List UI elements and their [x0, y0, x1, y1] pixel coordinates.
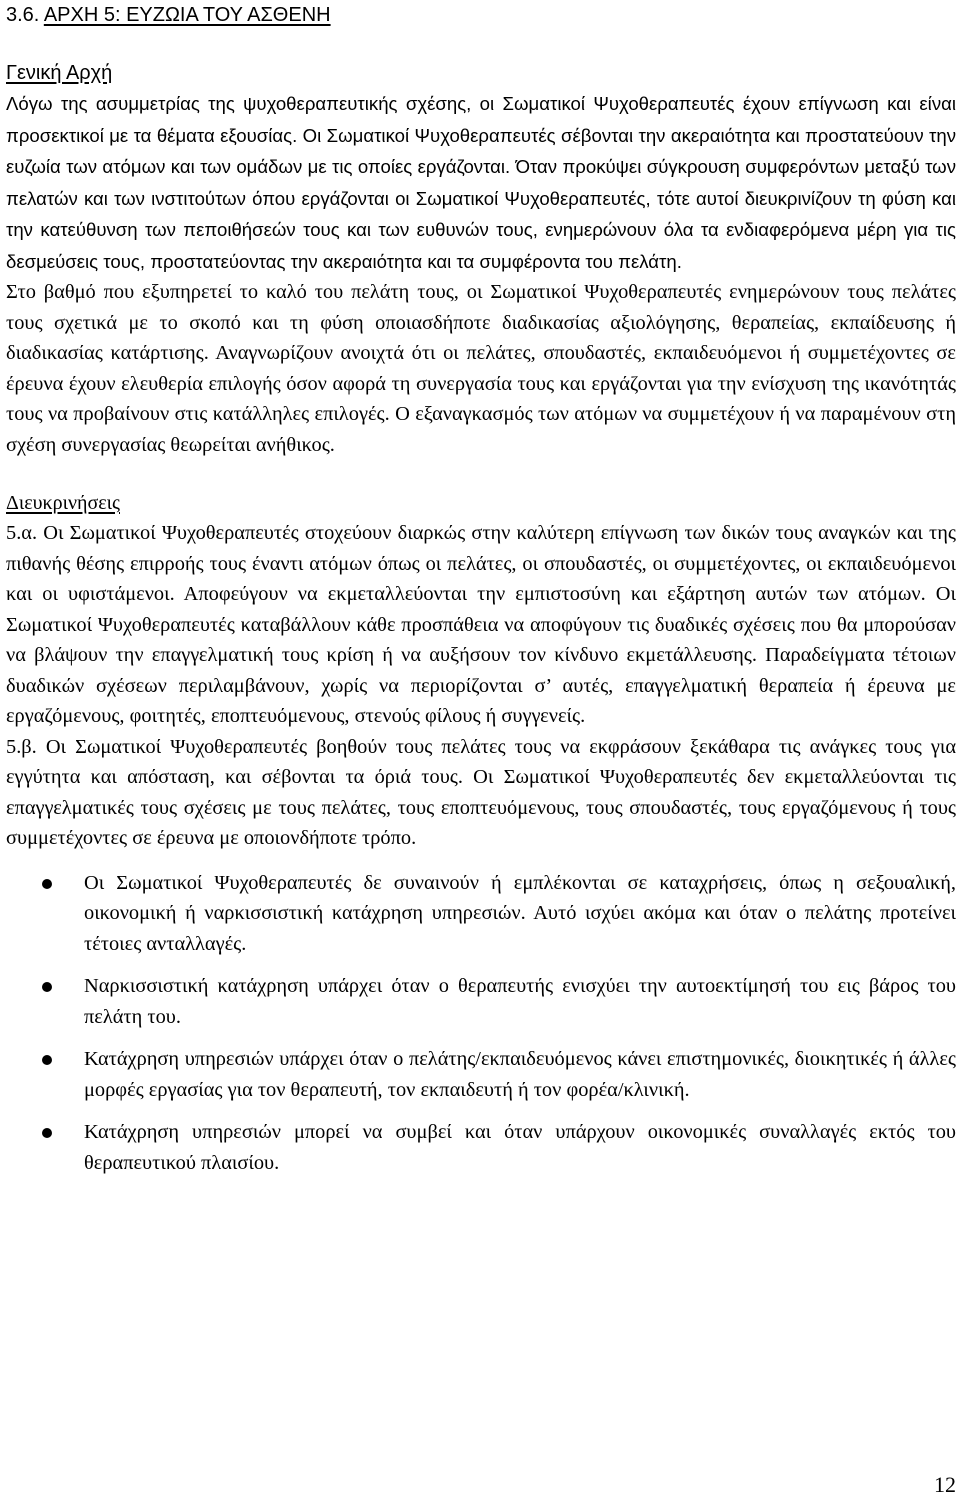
- list-item: [6, 868, 956, 960]
- list-item: [6, 971, 956, 1032]
- list-item: [6, 1117, 956, 1178]
- bullet-icon: [42, 1128, 52, 1138]
- list-item-text: Ναρκισσιστική κατάχρηση υπάρχει όταν ο θεραπευτής ενισχύει την αυτοεκτίμησή του εις βάρος του πελάτη του.: [84, 975, 956, 1028]
- section-heading: [6, 0, 956, 30]
- bullet-icon: [42, 879, 52, 889]
- clarification-item-a: 5.α. Οι Σωματικοί Ψυχοθεραπευτές στοχεύουν διαρκώς στην καλύτερη επίγνωση των δικών τους αναγκών και της πιθανής θέσης επιρροής τους έναντι ατόμων όπως οι πελάτες, οι σπουδαστές, οι συμμετέχοντες, οι εκπαιδευόμενοι και οι υφιστάμενοι. Αποφεύγουν να εκμεταλλεύονται την εμπιστοσύνη και εξάρτηση αυτών των ατόμων. Οι Σωματικοί Ψυχοθεραπευτές καταβάλλουν κάθε προσπάθεια να αποφύγουν τις δυαδικές σχέσεις που θα μπορούσαν να βλάψουν την επαγγελματική τους κρίση ή να αυξήσουν τον κίνδυνο εκμετάλλευσης. Παραδείγματα τέτοιων δυαδικών σχέσεων περιλαμβάνουν, χωρίς να περιορίζονται σ’ αυτές, επαγγελματική θεραπεία ή έρευνα με εργαζόμενους, φοιτητές, εποπτευόμενους, στενούς φίλους ή συγγενείς.: [6, 522, 956, 727]
- section-number: 3.6.: [6, 4, 40, 26]
- general-principle-paragraph-2: Στο βαθμό που εξυπηρετεί το καλό του πελάτη τους, οι Σωματικοί Ψυχοθεραπευτές ενημερώνουν τους πελάτες τους σχετικά με το σκοπό και τη φύση οποιασδήποτε διαδικασίας αξιολόγησης, θεραπείας, εκπαίδευσης ή διαδικασίας κατάρτισης. Αναγνωρίζουν ανοιχτά ότι οι πελάτες, σπουδαστές, εκπαιδευόμενοι ή συμμετέχοντες σε έρευνα έχουν ελευθερία επιλογής όσον αφορά τη συνεργασία τους και εργάζονται για την ενίσχυση της ικανότητάς τους να προβαίνουν στις κατάλληλες επιλογές. Ο εξαναγκασμός των ατόμων να συμμετέχουν ή να παραμένουν στη σχέση συνεργασίας θεωρείται ανήθικος.: [6, 281, 956, 456]
- list-item: [6, 1044, 956, 1105]
- spacer: [6, 30, 956, 58]
- list-item-text: Κατάχρηση υπηρεσιών μπορεί να συμβεί και όταν υπάρχουν οικονομικές συναλλαγές εκτός του θεραπευτικού πλαισίου.: [84, 1121, 956, 1174]
- clarifications-subtitle: [6, 488, 956, 518]
- general-principle-subtitle: [6, 58, 956, 88]
- list-item-text: Κατάχρηση υπηρεσιών υπάρχει όταν ο πελάτης/εκπαιδευόμενος κάνει επιστημονικές, διοικητικές ή άλλες μορφές εργασίας για τον θεραπευτή, τον εκπαιδευτή ή τον φορέα/κλινική.: [84, 1048, 956, 1101]
- general-principle-paragraph-1: Λόγω της ασυμμετρίας της ψυχοθεραπευτικής σχέσης, οι Σωματικοί Ψυχοθεραπευτές έχουν επίγνωση και είναι προσεκτικοί με τα θέματα εξουσίας. Οι Σωματικοί Ψυχοθεραπευτές σέβονται την ακεραιότητα και προστατεύουν την ευζωία των ατόμων και των ομάδων με τις οποίες εργάζονται. Όταν προκύψει σύγκρουση συμφερόντων μεταξύ των πελατών και των ινστιτούτων όπου εργάζονται οι Σωματικοί Ψυχοθεραπευτές, τότε αυτοί διευκρινίζουν τη φύση και την κατεύθυνση των πεποιθήσεών τους και των ευθυνών τους, ενημερώνουν όλα τα ενδιαφερόμενα μέρη για τις δεσμεύσεις τους, προστατεύοντας την ακεραιότητα και τα συμφέροντα του πελάτη.: [6, 93, 956, 272]
- clarification-item-b: 5.β. Οι Σωματικοί Ψυχοθεραπευτές βοηθούν τους πελάτες τους να εκφράσουν ξεκάθαρα τις ανάγκες τους για εγγύτητα και απόσταση, και σέβονται τα όριά τους. Οι Σωματικοί Ψυχοθεραπευτές δεν εκμεταλλεύονται τις επαγγελματικές τους σχέσεις με τους πελάτες, τους εποπτευόμενους, τους σπουδαστές, τους εργαζόμενους ή τους συμμετέχοντες σε έρευνα με οποιονδήποτε τρόπο.: [6, 735, 956, 849]
- clarifications-subtitle-text: Διευκρινήσεις: [6, 492, 120, 514]
- bullet-icon: [42, 982, 52, 992]
- bullet-list: [6, 868, 956, 1179]
- spacer: [6, 854, 956, 868]
- page-number: 12: [934, 1472, 956, 1497]
- list-item-text: Οι Σωματικοί Ψυχοθεραπευτές δε συναινούν ή εμπλέκονται σε καταχρήσεις, όπως η σεξουαλική, οικονομική ή ναρκισσιστική κατάχρηση υπηρεσιών. Αυτό ισχύει ακόμα και όταν ο πελάτης προτείνει τέτοιες ανταλλαγές.: [84, 871, 956, 955]
- spacer: [6, 460, 956, 488]
- bullet-icon: [42, 1055, 52, 1065]
- general-principle-subtitle-text: Γενική Αρχή: [6, 62, 113, 84]
- section-title: ΑΡΧΗ 5: ΕΥΖΩΙΑ ΤΟΥ ΑΣΘΕΝΗ: [43, 4, 331, 26]
- document-page: [6, 0, 956, 1190]
